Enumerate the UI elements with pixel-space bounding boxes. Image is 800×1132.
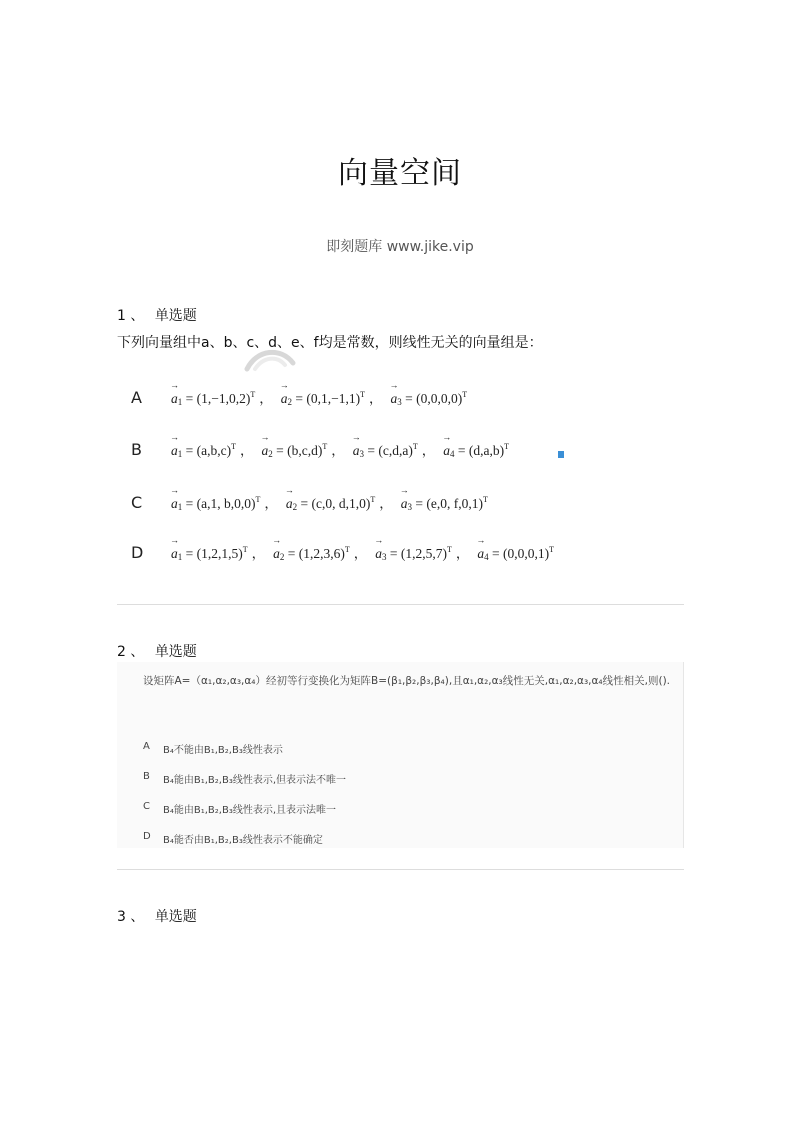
option-letter: D — [131, 542, 144, 562]
vector-symbol: → a — [353, 443, 360, 459]
watermark-swirl-icon — [243, 345, 299, 373]
question-2-stem: 设矩阵A=（α₁,α₂,α₃,α₄）经初等行变换化为矩阵B=(β₁,β₂,β₃,β₄),且α₁,α₂,α₃线性无关,α₁,α₂,α₃,α₄线性相关,则(). — [143, 675, 671, 687]
transpose-mark: T — [504, 442, 509, 451]
vector-symbol: → a — [273, 546, 280, 562]
vector-index: 3 — [359, 449, 364, 459]
transpose-mark: T — [344, 545, 350, 554]
option-text: B₄不能由B₁,B₂,B₃线性表示 — [163, 745, 283, 756]
vector-value: = (1,2,5,7) — [386, 546, 447, 561]
vector-value: = (1,−1,0,2) — [182, 391, 251, 406]
option-letter: A — [131, 387, 142, 407]
vector-symbol: → a — [171, 391, 178, 407]
vector-index: 1 — [177, 397, 183, 407]
comma-separator: ， — [379, 496, 393, 511]
transpose-mark: T — [370, 495, 376, 504]
option-letter: B — [143, 771, 150, 782]
transpose-mark: T — [242, 545, 248, 554]
vector-value: = (0,0,0,1) — [488, 546, 550, 561]
question-2-option-b[interactable] — [143, 771, 346, 786]
transpose-mark: T — [322, 442, 328, 451]
question-2-option-c[interactable] — [143, 801, 336, 816]
question-1-type: 单选题 — [154, 308, 197, 324]
page-title: 向量空间 — [338, 156, 462, 191]
vector-symbol: → a — [171, 443, 178, 459]
vector-index: 3 — [382, 552, 387, 562]
question-1-option-c[interactable] — [131, 487, 631, 517]
vector-index: 2 — [268, 449, 273, 459]
vector-value: = (d,a,b) — [454, 443, 505, 458]
option-formula — [171, 542, 554, 562]
transpose-mark: T — [412, 442, 418, 451]
question-1-option-d[interactable] — [131, 537, 631, 567]
vector-value: = (a,1, b,0,0) — [182, 496, 256, 511]
vector-symbol: → a — [443, 443, 450, 459]
vector-index: 2 — [279, 552, 285, 562]
vector-index: 3 — [407, 502, 412, 512]
question-1-option-a[interactable] — [131, 382, 631, 412]
comma-separator: ， — [368, 391, 383, 406]
vector-value: = (1,2,1,5) — [182, 546, 243, 561]
question-2-option-a[interactable] — [143, 741, 283, 756]
vector-symbol: → a — [401, 496, 408, 512]
vector-index: 2 — [292, 502, 298, 512]
question-2-panel — [117, 662, 684, 848]
divider-1 — [117, 604, 684, 605]
vector-symbol: → a — [171, 546, 178, 562]
option-formula — [171, 387, 467, 407]
comma-separator: ， — [455, 546, 470, 561]
question-1-header — [117, 305, 197, 325]
vector-index: 1 — [177, 449, 183, 459]
comma-separator: ， — [331, 443, 345, 458]
page-subtitle: 即刻题库 www.jike.vip — [326, 239, 474, 255]
option-letter: C — [143, 801, 150, 812]
vector-value: = (a,b,c) — [182, 443, 232, 458]
comma-separator: ， — [259, 391, 273, 406]
vector-symbol: → a — [375, 546, 382, 562]
option-formula — [171, 439, 509, 459]
option-letter: B — [131, 439, 142, 459]
option-text: B₄能否由B₁,B₂,B₃线性表示不能确定 — [163, 835, 323, 846]
vector-index: 1 — [177, 502, 183, 512]
comma-separator: ， — [251, 546, 266, 561]
vector-value: = (b,c,d) — [272, 443, 323, 458]
vector-symbol: → a — [477, 546, 484, 562]
question-1-stem: 下列向量组中a、b、c、d、e、f均是常数，则线性无关的向量组是： — [117, 335, 543, 351]
option-letter: A — [143, 741, 150, 752]
question-2-header — [117, 641, 197, 661]
question-1-number: 1 、 — [117, 308, 145, 324]
option-letter: D — [143, 831, 151, 842]
question-3-type: 单选题 — [154, 909, 197, 925]
vector-index: 4 — [484, 552, 489, 562]
transpose-mark: T — [549, 545, 554, 554]
comma-separator: ， — [264, 496, 278, 511]
vector-symbol: → a — [281, 391, 288, 407]
question-2-number: 2 、 — [117, 644, 145, 660]
vector-value: = (0,0,0,0) — [401, 391, 463, 406]
vector-symbol: → a — [171, 496, 178, 512]
vector-value: = (0,1,−1,1) — [291, 391, 361, 406]
vector-symbol: → a — [261, 443, 268, 459]
comma-separator: ， — [421, 443, 436, 458]
vector-value: = (c,0, d,1,0) — [297, 496, 371, 511]
transpose-mark: T — [250, 390, 256, 399]
question-3-number: 3 、 — [117, 909, 145, 925]
vector-value: = (e,0, f,0,1) — [412, 496, 483, 511]
comma-separator: ， — [353, 546, 368, 561]
option-letter: C — [131, 492, 143, 512]
question-1-option-b[interactable] — [131, 434, 631, 464]
option-formula — [171, 492, 488, 512]
vector-symbol: → a — [390, 391, 397, 407]
vector-index: 1 — [177, 552, 183, 562]
vector-index: 2 — [287, 397, 292, 407]
question-2-type: 单选题 — [154, 644, 197, 660]
option-text: B₄能由B₁,B₂,B₃线性表示,且表示法唯一 — [163, 805, 337, 816]
highlight-mark — [558, 451, 564, 458]
transpose-mark: T — [482, 495, 488, 504]
vector-value: = (1,2,3,6) — [284, 546, 345, 561]
transpose-mark: T — [360, 390, 365, 399]
question-2-option-d[interactable] — [143, 831, 323, 846]
question-3-header — [117, 906, 197, 926]
transpose-mark: T — [462, 390, 468, 399]
comma-separator: ， — [239, 443, 254, 458]
vector-index: 4 — [449, 449, 455, 459]
transpose-mark: T — [255, 495, 261, 504]
divider-2 — [117, 869, 684, 870]
option-text: B₄能由B₁,B₂,B₃线性表示,但表示法不唯一 — [163, 775, 347, 786]
vector-value: = (c,d,a) — [363, 443, 413, 458]
vector-symbol: → a — [286, 496, 293, 512]
transpose-mark: T — [231, 442, 236, 451]
vector-index: 3 — [397, 397, 402, 407]
transpose-mark: T — [446, 545, 452, 554]
